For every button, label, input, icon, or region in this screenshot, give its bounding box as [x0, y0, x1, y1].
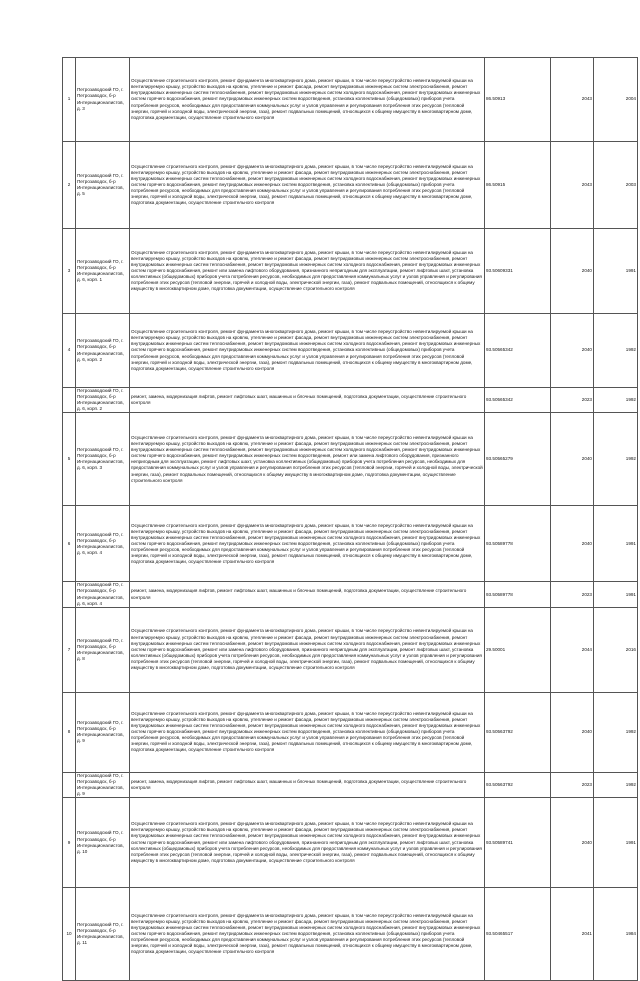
row-code: 93.50563792 [485, 692, 551, 772]
row-code: 93.50589778 [485, 506, 551, 582]
row-year-planned: 2040 [551, 229, 594, 314]
table-row [63, 607, 638, 692]
row-year-built: 2016 [594, 607, 638, 692]
table-row [63, 388, 638, 413]
table-row [63, 229, 638, 314]
row-works: Осуществление строительного контроля, ремонт фундамента многоквартирного дома, ремонт крыши, в том числе переустройство невентилируемой крыши на вентилируемую крышу, устройство выходов на кровлю, утепление и ремонт фасада, ремонт внутридомовых инженерных систем электроснабжения, ремонт внутридомовых инженерных систем теплоснабжения, ремонт внутридомовых инженерных систем холодного водоснабжения, ремонт внутридомовых инженерных систем горячего водоснабжения, ремонт внутридомовых инженерных систем водоотведения, установка коллективных (общедомовых) приборов учета потребления ресурсов, необходимых для предоставления коммунальных услуг и узлов управления и регулирования потребления этих ресурсов (тепловой энергии, горячей и холодной воды, электрической энергии, газа), ремонт подвальных помещений, относящихся к общему имуществу в многоквартирном доме, подготовка документации, осуществление строительного контроля [130, 506, 485, 582]
table-row [63, 58, 638, 142]
row-works: Осуществление строительного контроля, ремонт фундамента многоквартирного дома, ремонт крыши, в том числе переустройство невентилируемой крыши на вентилируемую крышу, устройство выходов на кровлю, утепление и ремонт фасада, ремонт внутридомовых инженерных систем электроснабжения, ремонт внутридомовых инженерных систем теплоснабжения, ремонт внутридомовых инженерных систем холодного водоснабжения, ремонт внутридомовых инженерных систем горячего водоснабжения, ремонт внутридомовых инженерных систем водоотведения, установка коллективных (общедомовых) приборов учета потребления ресурсов, необходимых для предоставления коммунальных услуг и узлов управления и регулирования потребления этих ресурсов (тепловой энергии, горячей и холодной воды, электрической энергии, газа), ремонт подвальных помещений, относящихся к общему имуществу в многоквартирном доме, подготовка документации, осуществление строительного контроля [130, 888, 485, 981]
table-row [63, 798, 638, 888]
row-works: Осуществление строительного контроля, ремонт фундамента многоквартирного дома, ремонт крыши, в том числе переустройство невентилируемой крыши на вентилируемую крышу, устройство выходов на кровлю, утепление и ремонт фасада, ремонт внутридомовых инженерных систем электроснабжения, ремонт внутридомовых инженерных систем теплоснабжения, ремонт внутридомовых инженерных систем холодного водоснабжения, ремонт внутридомовых инженерных систем горячего водоснабжения, ремонт или замена лифтового оборудования, признанного непригодным для эксплуатации, ремонт лифтовых шахт, установка коллективных (общедомовых) приборов учета потребления ресурсов, необходимых для предоставления коммунальных услуг и узлов управления и регулирования потребления этих ресурсов (тепловой энергии, горячей и холодной воды, электрической энергии, газа), ремонт подвальных помещений, относящихся к общему имуществу в многоквартирном доме, подготовка документации, осуществление строительного контроля [130, 798, 485, 888]
works-table-body [63, 58, 638, 981]
row-number: 4 [63, 314, 76, 388]
row-number: 1 [63, 58, 76, 142]
row-number: 5 [63, 413, 76, 506]
row-number [63, 388, 76, 413]
row-year-built: 1992 [594, 413, 638, 506]
row-year-built: 1992 [594, 772, 638, 797]
row-year-built: 1984 [594, 888, 638, 981]
row-address: Петрозаводский ГО, г. Петрозаводск, б-р Интернационалистов, д. 10 [76, 798, 130, 888]
row-year-planned: 2040 [551, 413, 594, 506]
row-code: 93.50609331 [485, 229, 551, 314]
row-number: 9 [63, 798, 76, 888]
row-year-planned: 2041 [551, 888, 594, 981]
row-works: Осуществление строительного контроля, ремонт фундамента многоквартирного дома, ремонт крыши, в том числе переустройство невентилируемой крыши на вентилируемую крышу, устройство выходов на кровлю, утепление и ремонт фасада, ремонт внутридомовых инженерных систем электроснабжения, ремонт внутридомовых инженерных систем теплоснабжения, ремонт внутридомовых инженерных систем холодного водоснабжения, ремонт внутридомовых инженерных систем горячего водоснабжения, ремонт внутридомовых инженерных систем водоотведения, установка коллективных (общедомовых) приборов учета потребления ресурсов, необходимых для предоставления коммунальных услуг и узлов управления и регулирования потребления этих ресурсов (тепловой энергии, горячей и холодной воды, электрической энергии, газа), ремонт подвальных помещений, относящихся к общему имуществу в многоквартирном доме, подготовка документации, осуществление строительного контроля [130, 692, 485, 772]
row-code: 93.50465517 [485, 888, 551, 981]
row-address: Петрозаводский ГО, г. Петрозаводск, б-р Интернационалистов, д. 9 [76, 772, 130, 797]
row-year-built: 2003 [594, 142, 638, 229]
row-code: 29.50001 [485, 607, 551, 692]
row-year-built: 1991 [594, 506, 638, 582]
row-number [63, 582, 76, 607]
row-works: ремонт, замена, модернизация лифтов, ремонт лифтовых шахт, машинных и блочных помещений, подготовка документации, осуществление строительного контроля [130, 388, 485, 413]
row-year-planned: 2023 [551, 388, 594, 413]
row-code: 93.50589741 [485, 798, 551, 888]
row-code: 86.50913 [485, 58, 551, 142]
row-works: Осуществление строительного контроля, ремонт фундамента многоквартирного дома, ремонт крыши, в том числе переустройство невентилируемой крыши на вентилируемую крышу, устройство выходов на кровлю, утепление и ремонт фасада, ремонт внутридомовых инженерных систем электроснабжения, ремонт внутридомовых инженерных систем теплоснабжения, ремонт внутридомовых инженерных систем холодного водоснабжения, ремонт внутридомовых инженерных систем горячего водоснабжения, ремонт внутридомовых инженерных систем водоотведения, ремонт или замена лифтового оборудования, признанного непригодным для эксплуатации, ремонт лифтовых шахт, установка коллективных (общедомовых) приборов учета потребления ресурсов, необходимых для предоставления коммунальных услуг и узлов управления и регулирования потребления этих ресурсов (тепловой энергии, горячей и холодной воды, электрической энергии, газа), ремонт подвальных помещений, относящихся к общему имуществу в многоквартирном доме, подготовка документации, осуществление строительного контроля [130, 413, 485, 506]
table-row [63, 692, 638, 772]
row-address: Петрозаводский ГО, г. Петрозаводск, б-р Интернационалистов, д. 9 [76, 692, 130, 772]
row-year-planned: 2040 [551, 798, 594, 888]
document-sheet [62, 57, 636, 981]
row-code: 93.50589778 [485, 582, 551, 607]
row-year-planned: 2040 [551, 506, 594, 582]
row-year-built: 1991 [594, 798, 638, 888]
row-code: 93.50565279 [485, 413, 551, 506]
row-year-planned: 2044 [551, 607, 594, 692]
row-address: Петрозаводский ГО, г. Петрозаводск, б-р Интернационалистов, д. 11 [76, 888, 130, 981]
row-code: 86.50915 [485, 142, 551, 229]
row-number: 3 [63, 229, 76, 314]
row-address: Петрозаводский ГО, г. Петрозаводск, б-р Интернационалистов, д. 6, корп. 1 [76, 229, 130, 314]
row-year-planned: 2040 [551, 692, 594, 772]
row-code: 93.50565342 [485, 388, 551, 413]
works-table [62, 57, 638, 981]
row-works: Осуществление строительного контроля, ремонт фундамента многоквартирного дома, ремонт крыши, в том числе переустройство невентилируемой крыши на вентилируемую крышу, устройство выходов на кровлю, утепление и ремонт фасада, ремонт внутридомовых инженерных систем электроснабжения, ремонт внутридомовых инженерных систем теплоснабжения, ремонт внутридомовых инженерных систем холодного водоснабжения, ремонт внутридомовых инженерных систем горячего водоснабжения, ремонт внутридомовых инженерных систем водоотведения, установка коллективных (общедомовых) приборов учета потребления ресурсов, необходимых для предоставления коммунальных услуг и узлов управления и регулирования потребления этих ресурсов (тепловой энергии, горячей и холодной воды, электрической энергии, газа), ремонт подвальных помещений, относящихся к общему имуществу в многоквартирном доме, подготовка документации, осуществление строительного контроля [130, 58, 485, 142]
row-year-built: 2004 [594, 58, 638, 142]
row-year-built: 1991 [594, 582, 638, 607]
row-works: Осуществление строительного контроля, ремонт фундамента многоквартирного дома, ремонт крыши, в том числе переустройство невентилируемой крыши на вентилируемую крышу, устройство выходов на кровлю, утепление и ремонт фасада, ремонт внутридомовых инженерных систем электроснабжения, ремонт внутридомовых инженерных систем теплоснабжения, ремонт внутридомовых инженерных систем холодного водоснабжения, ремонт внутридомовых инженерных систем горячего водоснабжения, ремонт или замена лифтового оборудования, признанного непригодным для эксплуатации, ремонт лифтовых шахт, установка коллективных (общедомовых) приборов учета потребления ресурсов, необходимых для предоставления коммунальных услуг и узлов управления и регулирования потребления этих ресурсов (тепловой энергии, горячей и холодной воды, электрической энергии, газа), ремонт подвальных помещений, относящихся к общему имуществу в многоквартирном доме, подготовка документации, осуществление строительного контроля [130, 607, 485, 692]
row-works: Осуществление строительного контроля, ремонт фундамента многоквартирного дома, ремонт крыши, в том числе переустройство невентилируемой крыши на вентилируемую крышу, устройство выходов на кровлю, утепление и ремонт фасада, ремонт внутридомовых инженерных систем электроснабжения, ремонт внутридомовых инженерных систем теплоснабжения, ремонт внутридомовых инженерных систем холодного водоснабжения, ремонт внутридомовых инженерных систем горячего водоснабжения, ремонт внутридомовых инженерных систем водоотведения, установка коллективных (общедомовых) приборов учета потребления ресурсов, необходимых для предоставления коммунальных услуг и узлов управления и регулирования потребления этих ресурсов (тепловой энергии, горячей и холодной воды, электрической энергии, газа), ремонт подвальных помещений, относящихся к общему имуществу в многоквартирном доме, подготовка документации, осуществление строительного контроля [130, 314, 485, 388]
table-row [63, 772, 638, 797]
row-address: Петрозаводский ГО, г. Петрозаводск, б-р Интернационалистов, д. 3 [76, 58, 130, 142]
table-row [63, 142, 638, 229]
row-address: Петрозаводский ГО, г. Петрозаводск, б-р Интернационалистов, д. 5 [76, 142, 130, 229]
table-row [63, 888, 638, 981]
row-address: Петрозаводский ГО, г. Петрозаводск, б-р Интернационалистов, д. 6, корп. 4 [76, 582, 130, 607]
row-works: ремонт, замена, модернизация лифтов, ремонт лифтовых шахт, машинных и блочных помещений, подготовка документации, осуществление строительного контроля [130, 582, 485, 607]
row-address: Петрозаводский ГО, г. Петрозаводск, б-р Интернационалистов, д. 8 [76, 607, 130, 692]
row-works: Осуществление строительного контроля, ремонт фундамента многоквартирного дома, ремонт крыши, в том числе переустройство невентилируемой крыши на вентилируемую крышу, устройство выходов на кровлю, утепление и ремонт фасада, ремонт внутридомовых инженерных систем электроснабжения, ремонт внутридомовых инженерных систем теплоснабжения, ремонт внутридомовых инженерных систем холодного водоснабжения, ремонт внутридомовых инженерных систем горячего водоснабжения, ремонт внутридомовых инженерных систем водоотведения, установка коллективных (общедомовых) приборов учета потребления ресурсов, необходимых для предоставления коммунальных услуг и узлов управления и регулирования потребления этих ресурсов (тепловой энергии, горячей и холодной воды, электрической энергии, газа), ремонт подвальных помещений, относящихся к общему имуществу в многоквартирном доме, подготовка документации, осуществление строительного контроля [130, 142, 485, 229]
row-number [63, 772, 76, 797]
row-number: 7 [63, 607, 76, 692]
row-address: Петрозаводский ГО, г. Петрозаводск, б-р Интернационалистов, д. 6, корп. 2 [76, 388, 130, 413]
row-works: ремонт, замена, модернизация лифтов, ремонт лифтовых шахт, машинных и блочных помещений, подготовка документации, осуществление строительного контроля [130, 772, 485, 797]
table-row [63, 582, 638, 607]
row-address: Петрозаводский ГО, г. Петрозаводск, б-р Интернационалистов, д. 6, корп. 2 [76, 314, 130, 388]
row-works: Осуществление строительного контроля, ремонт фундамента многоквартирного дома, ремонт крыши, в том числе переустройство невентилируемой крыши на вентилируемую крышу, устройство выходов на кровлю, утепление и ремонт фасада, ремонт внутридомовых инженерных систем электроснабжения, ремонт внутридомовых инженерных систем теплоснабжения, ремонт внутридомовых инженерных систем холодного водоснабжения, ремонт внутридомовых инженерных систем горячего водоснабжения, ремонт или замена лифтового оборудования, признанного непригодным для эксплуатации, ремонт лифтовых шахт, установка коллективных (общедомовых) приборов учета потребления ресурсов, необходимых для предоставления коммунальных услуг и узлов управления и регулирования потребления этих ресурсов (тепловой энергии, горячей и холодной воды, электрической энергии, газа), ремонт подвальных помещений, относящихся к общему имуществу в многоквартирном доме, подготовка документации, осуществление строительного контроля [130, 229, 485, 314]
row-address: Петрозаводский ГО, г. Петрозаводск, б-р Интернационалистов, д. 6, корп. 4 [76, 506, 130, 582]
table-row [63, 506, 638, 582]
table-row [63, 413, 638, 506]
row-year-planned: 2043 [551, 58, 594, 142]
row-number: 6 [63, 506, 76, 582]
row-address: Петрозаводский ГО, г. Петрозаводск, б-р Интернационалистов, д. 6, корп. 3 [76, 413, 130, 506]
table-row [63, 314, 638, 388]
row-code: 93.50565342 [485, 314, 551, 388]
row-year-built: 1992 [594, 314, 638, 388]
row-year-planned: 2023 [551, 772, 594, 797]
row-year-planned: 2040 [551, 314, 594, 388]
row-year-built: 1992 [594, 692, 638, 772]
row-number: 10 [63, 888, 76, 981]
row-year-built: 1992 [594, 388, 638, 413]
row-year-planned: 2043 [551, 142, 594, 229]
row-year-planned: 2023 [551, 582, 594, 607]
row-number: 2 [63, 142, 76, 229]
row-code: 93.50563792 [485, 772, 551, 797]
row-year-built: 1991 [594, 229, 638, 314]
row-number: 8 [63, 692, 76, 772]
